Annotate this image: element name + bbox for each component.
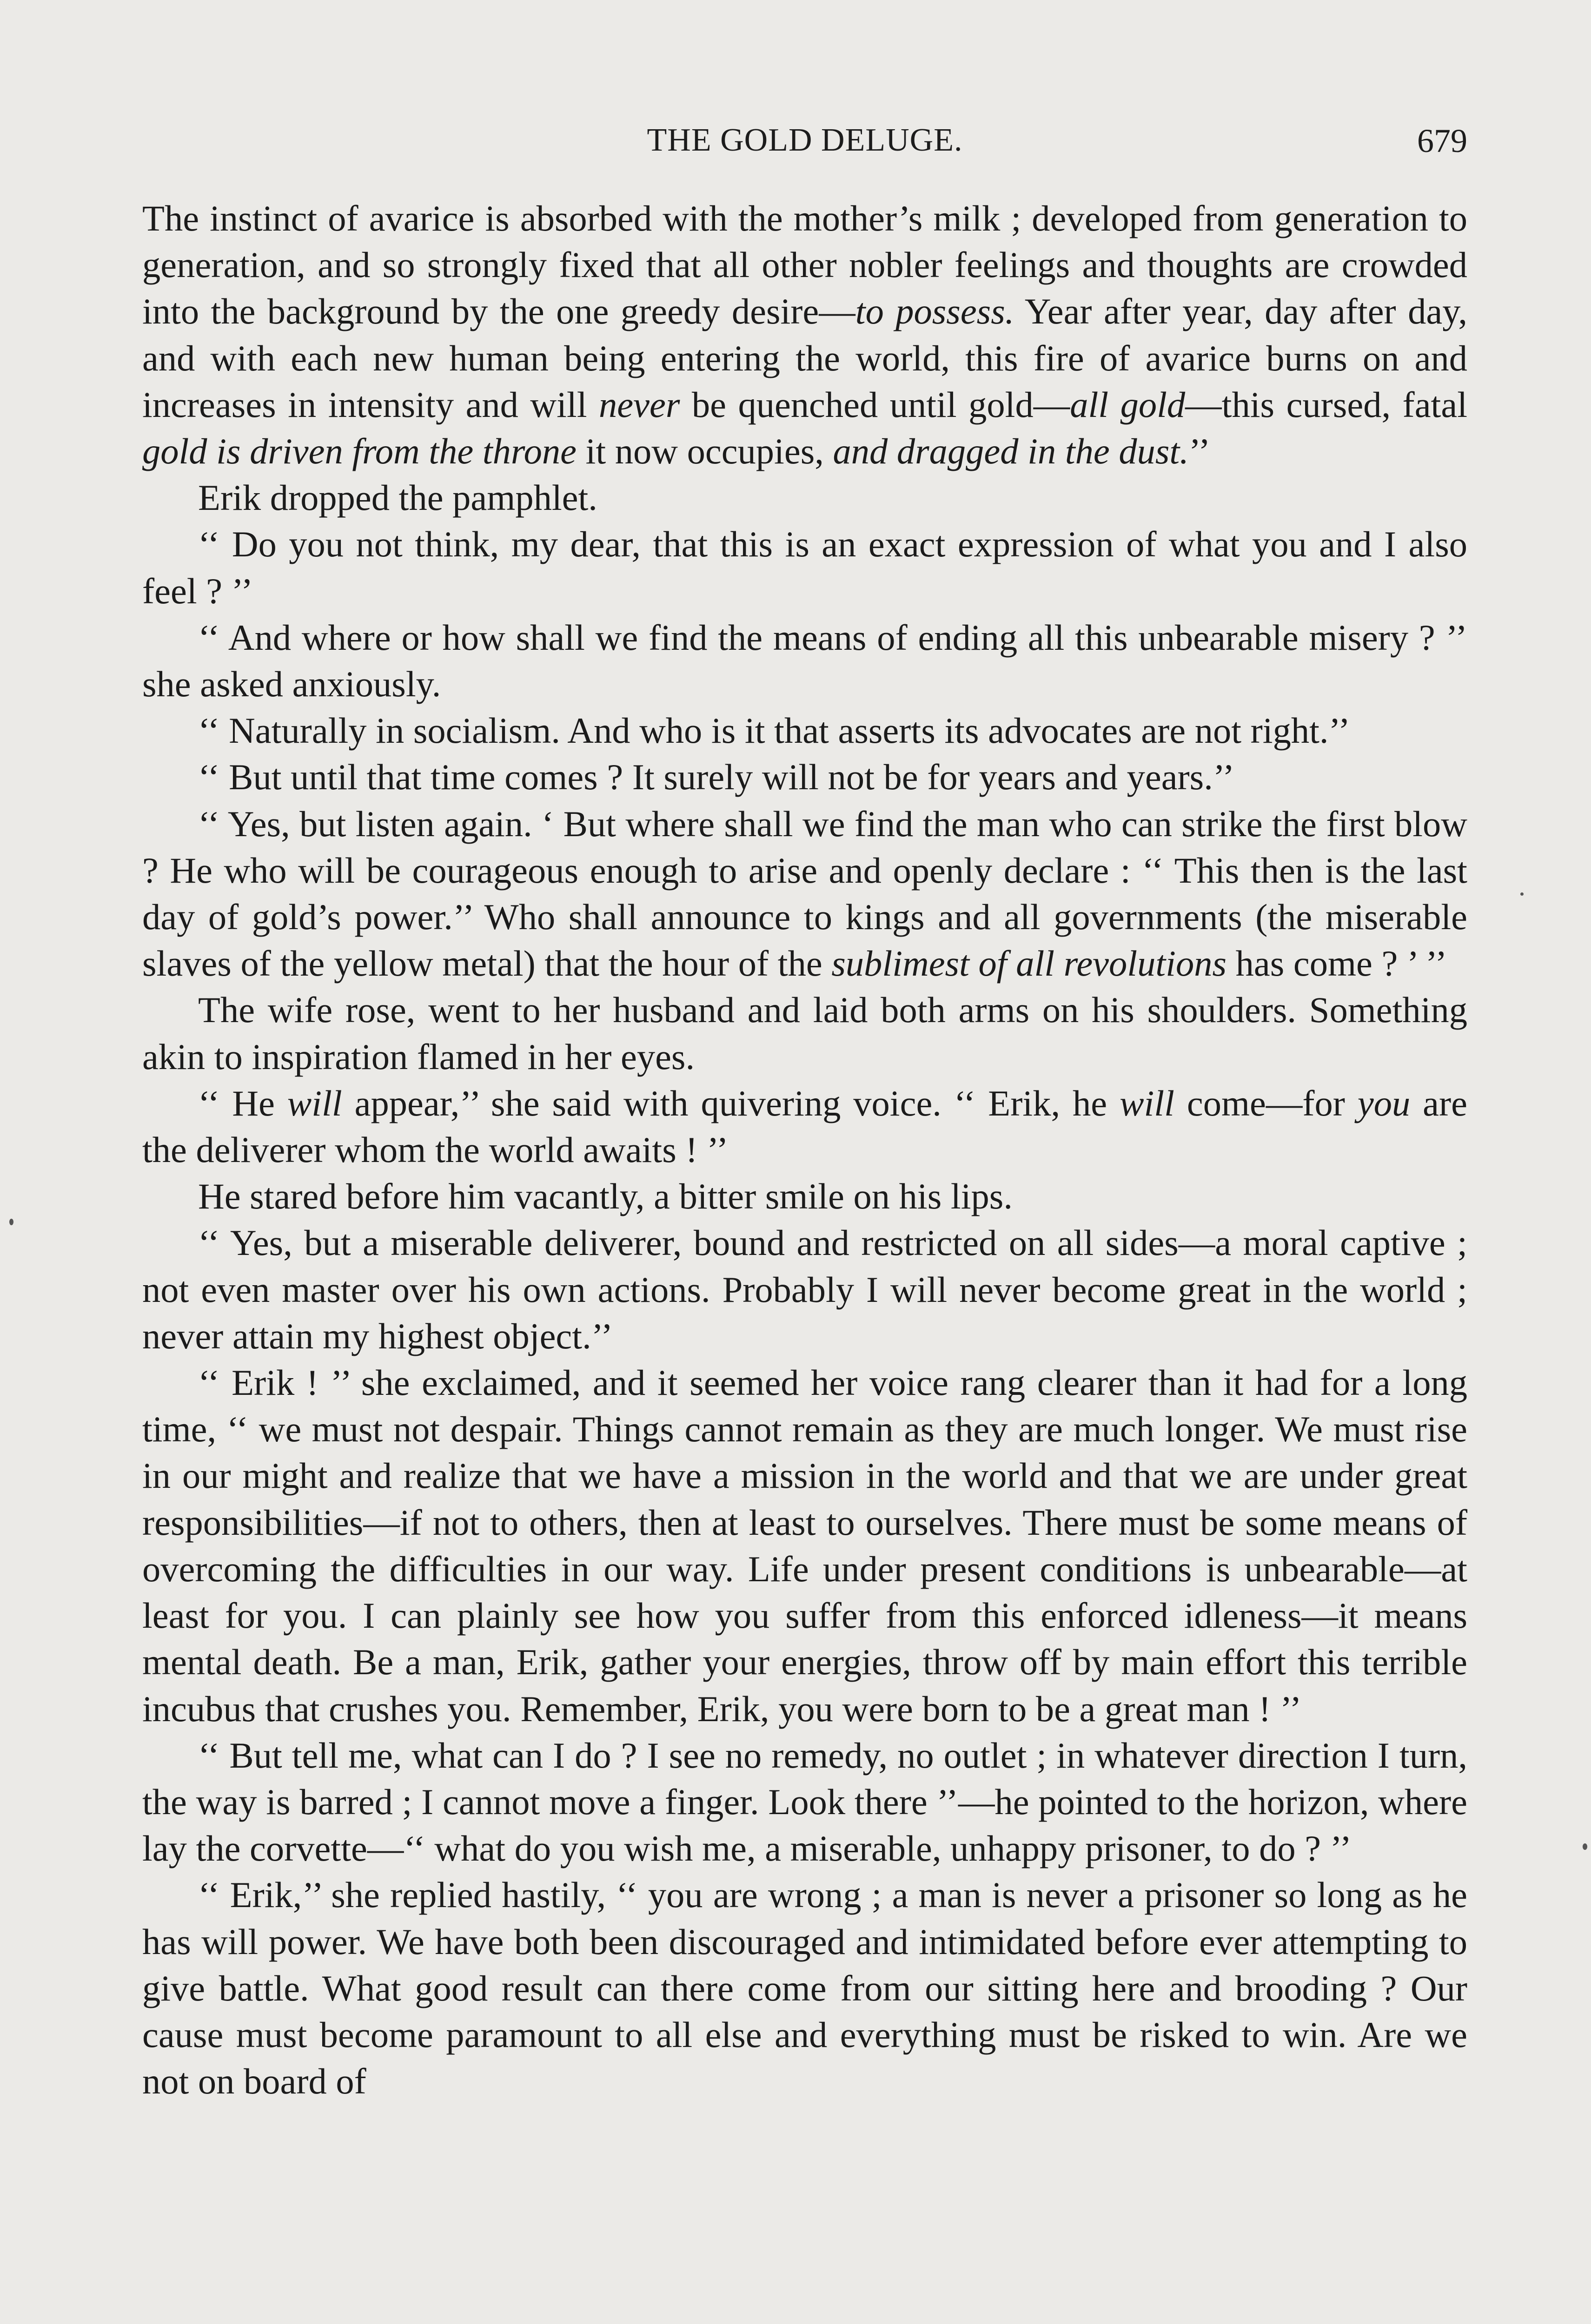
italic-run: to possess. [855, 291, 1014, 332]
paragraph [142, 707, 1467, 754]
text-run: be quenched until gold— [680, 384, 1070, 425]
paragraph [142, 1732, 1467, 1872]
paragraph [142, 1173, 1467, 1220]
text-run: it now occupies, [576, 431, 833, 472]
body-text [142, 195, 1467, 2105]
text-run: The instinct of avarice is absorbed with the mother’s milk ; developed from generation to generation, and so strongly fixed that all other nobler feelings and thoughts are crowded into the background by the one greedy desire— [142, 198, 1467, 332]
text-run: The wife rose, went to her husband and laid both arms on his shoulders. Something akin to inspiration flamed in her eyes. [142, 990, 1467, 1077]
paragraph [142, 614, 1467, 707]
text-run: ‘‘ He [198, 1083, 287, 1123]
text-run: appear,’’ she said with quivering voice. ‘‘ Erik, he [342, 1083, 1120, 1123]
text-run: ‘‘ And where or how shall we find the means of ending all this unbearable misery ? ’’ she asked anxiously. [142, 617, 1467, 705]
italic-run: gold is driven from the throne [142, 431, 577, 472]
text-run: ‘‘ Erik,’’ she replied hastily, ‘‘ you are wrong ; a man is never a prisoner so long as he has will power. We have both been discouraged and intimidated before ever attempting to give battle. What good result can there come from our sitting here and brooding ? Our cause must become paramount to all else and everything must be risked to win. Are we not on board of [142, 1875, 1467, 2102]
text-run: come—for [1174, 1083, 1358, 1123]
text-run: has come ? ’ ’’ [1226, 943, 1447, 984]
paragraph [142, 475, 1467, 521]
margin-speck [1583, 1843, 1587, 1850]
text-run: —this cursed, fatal [1185, 384, 1468, 425]
text-run: ‘‘ Yes, but listen again. ‘ But where shall we find the man who can strike the first blow ? He who will be courageous enough to arise and openly declare : ‘‘ This then is the last day of gold’s power.’’ Who shall announce to kings and all governments (the miserable slaves of the yellow metal) that the hour of the [142, 803, 1467, 984]
paragraph [142, 801, 1467, 987]
text-run: ’’ [1188, 431, 1211, 472]
running-head [142, 122, 1467, 173]
text-run: ‘‘ But tell me, what can I do ? I see no remedy, no outlet ; in whatever direction I turn, the way is barred ; I cannot move a finger. Look there ’’—he pointed to the horizon, where lay the corvette—‘‘ what do you wish me, a miserable, unhappy prisoner, to do ? ’’ [142, 1735, 1467, 1869]
paragraph [142, 1220, 1467, 1360]
margin-speck [9, 1219, 13, 1225]
paragraph [142, 754, 1467, 800]
paragraph [142, 1360, 1467, 1732]
paragraph [142, 1872, 1467, 2105]
italic-run: all gold [1070, 384, 1186, 425]
page-number: 679 [1417, 122, 1467, 159]
text-run: Erik dropped the pamphlet. [198, 477, 597, 518]
running-title: THE GOLD DELUGE. [647, 122, 963, 158]
margin-speck [1520, 892, 1524, 896]
text-run: Year after year, day after day, and with each new human being entering the world, this fire of avarice burns on and increases in intensity and will [142, 291, 1467, 425]
text-run: ‘‘ Do you not think, my dear, that this is an exact expression of what you and I also feel ? ’’ [142, 524, 1467, 611]
italic-run: will [287, 1083, 342, 1123]
italic-run: you [1357, 1083, 1411, 1123]
paragraph [142, 521, 1467, 614]
italic-run: and dragged in the dust. [833, 431, 1189, 472]
italic-run: will [1120, 1083, 1174, 1123]
text-run: are the deliverer whom the world awaits ! ’’ [142, 1083, 1467, 1170]
text-run: He stared before him vacantly, a bitter smile on his lips. [198, 1176, 1013, 1217]
paragraph [142, 1080, 1467, 1173]
paragraph [142, 987, 1467, 1080]
text-run: ‘‘ Naturally in socialism. And who is it that asserts its advocates are not right.’’ [198, 710, 1351, 751]
paragraph [142, 195, 1467, 475]
text-run: ‘‘ Yes, but a miserable deliverer, bound and restricted on all sides—a moral captive ; not even master over his own actions. Probably I will never become great in the world ; never attain my highest object.’’ [142, 1222, 1467, 1356]
italic-run: sublimest of all revolutions [831, 943, 1227, 984]
text-run: ‘‘ But until that time comes ? It surely will not be for years and years.’’ [198, 757, 1235, 798]
text-run: ‘‘ Erik ! ’’ she exclaimed, and it seemed her voice rang clearer than it had for a long time, ‘‘ we must not despair. Things cannot remain as they are much longer. We must rise in our might and realize that we have a mission in the world and that we are under great responsibilities—if not to others, then at least to ourselves. There must be some means of overcoming the difficulties in our way. Life under present conditions is unbearable—at least for you. I can plainly see how you suffer from this enforced idleness—it means mental death. Be a man, Erik, gather your energies, throw off by main effort this terrible incubus that crushes you. Remember, Erik, you were born to be a great man ! ’’ [142, 1362, 1467, 1729]
italic-run: never [599, 384, 680, 425]
